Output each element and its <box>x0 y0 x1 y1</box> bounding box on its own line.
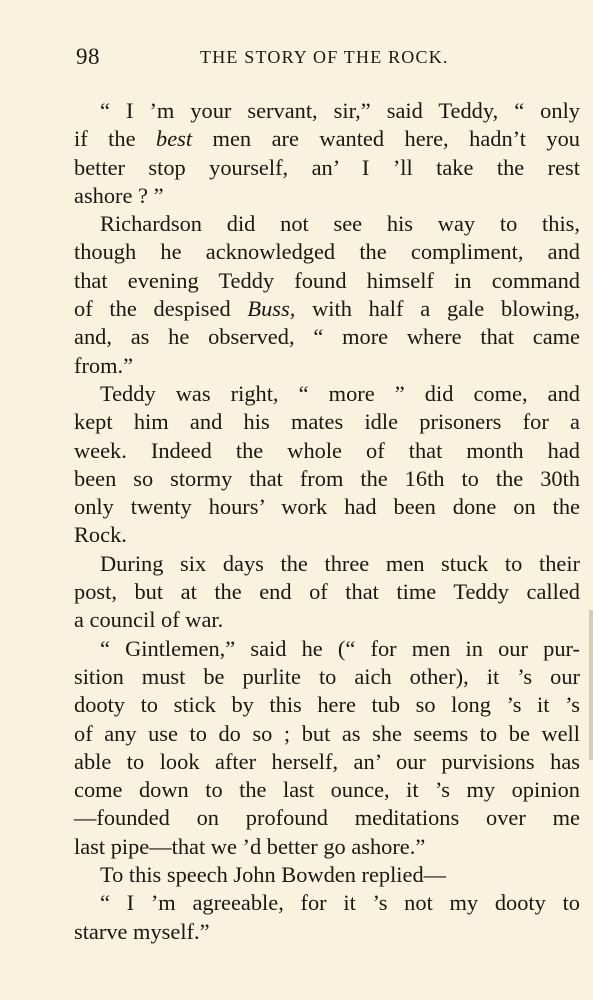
text-line-start: of the despised <box>74 296 248 322</box>
text-line: last pipe—that we ’d better go ashore.” <box>74 833 426 859</box>
text-line <box>74 125 580 153</box>
text-line: though he acknowledged the compliment, and <box>74 239 580 265</box>
text-line: During six days the three men stuck to their <box>100 550 580 576</box>
page-header <box>76 44 582 74</box>
text-line: been so stormy that from the 16th to the 30th <box>74 465 580 491</box>
emphasis-buss: Buss, <box>247 296 296 322</box>
text-line: post, but at the end of that time Teddy called <box>74 579 580 605</box>
text-line: that evening Teddy found himself in command <box>74 267 580 293</box>
text-line: “ I ’m your servant, sir,” said Teddy, “ only <box>100 98 580 123</box>
text-line: Teddy was right, “ more ” did come, and <box>100 380 580 406</box>
text-line: only twenty hours’ work had been done on the <box>74 494 580 520</box>
text-line: starve myself.” <box>74 918 210 944</box>
text-line: a council of war. <box>74 607 224 633</box>
text-line: from.” <box>74 352 134 378</box>
text-line-start: if the <box>74 126 156 152</box>
text-line: week. Indeed the whole of that month had <box>74 437 580 463</box>
body-text <box>74 97 580 946</box>
text-line: come down to the last ounce, it ’s my opinion <box>74 777 580 803</box>
running-head: THE STORY OF THE ROCK. <box>200 47 449 67</box>
text-line: Richardson did not see his way to this, <box>100 211 580 237</box>
text-line: —founded on profound meditations over me <box>74 805 580 831</box>
page-number: 98 <box>76 44 100 69</box>
text-line <box>74 295 580 323</box>
emphasis-best: best <box>156 126 193 152</box>
text-line: kept him and his mates idle prisoners for a <box>74 409 580 435</box>
text-line: better stop yourself, an’ I ’ll take the rest <box>74 154 580 180</box>
page-edge-shadow <box>589 610 593 760</box>
text-line: ashore ? ” <box>74 182 164 208</box>
text-line-end: with half a gale blowing, <box>295 296 580 322</box>
text-line: Rock. <box>74 522 127 548</box>
text-line: “ Gintlemen,” said he (“ for men in our pur- <box>100 635 580 661</box>
text-line: and, as he observed, “ more where that came <box>74 324 580 350</box>
text-line-end: men are wanted here, hadn’t you <box>192 126 580 152</box>
text-line: able to look after herself, an’ our purvisions has <box>74 748 580 774</box>
text-line: “ I ’m agreeable, for it ’s not my dooty to <box>100 890 580 916</box>
text-line: of any use to do so ; but as she seems to be well <box>74 720 580 746</box>
text-line: sition must be purlite to aich other), it ’s our <box>74 663 580 689</box>
text-line: To this speech John Bowden replied— <box>100 862 447 888</box>
text-line: dooty to stick by this here tub so long ’s it ’s <box>74 692 580 718</box>
